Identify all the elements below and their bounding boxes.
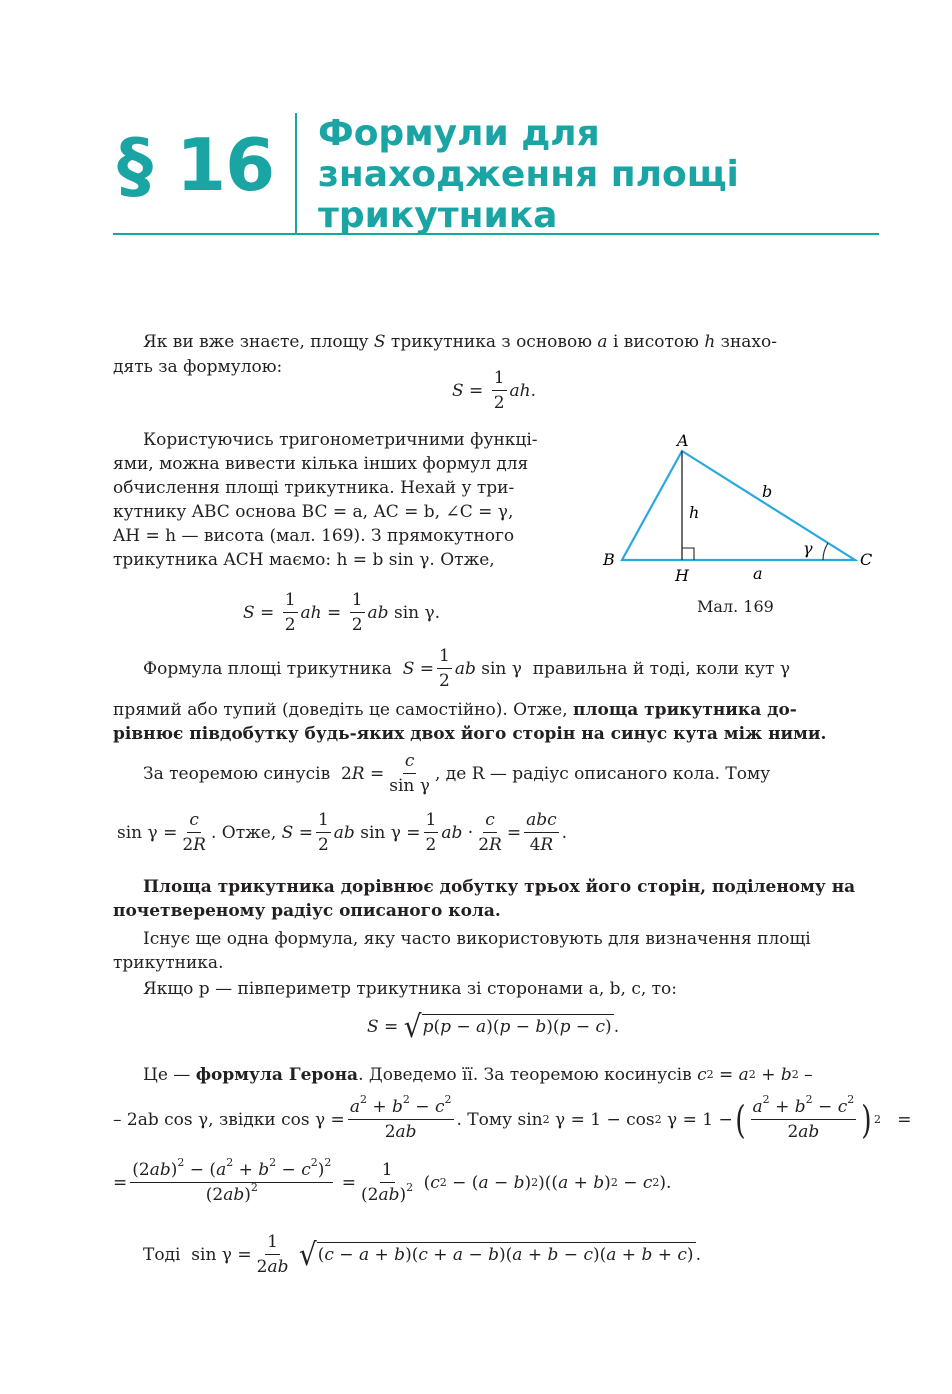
- section-title: [318, 113, 878, 236]
- p5-line-2: почетвереному радіус описаного кола.: [113, 901, 501, 921]
- text: трикутника з основою: [390, 332, 592, 352]
- header-divider-vertical: [295, 113, 297, 235]
- triangle-abc: [622, 451, 855, 560]
- paragraph-3-line-3: [113, 722, 826, 746]
- text: і висотою: [612, 332, 699, 352]
- text: Це —: [143, 1065, 191, 1085]
- figure-caption: Мал. 169: [697, 597, 774, 616]
- p2-line-2: ями, можна вивести кілька інших формул для: [113, 454, 529, 474]
- bold-text: площа трикутника до-: [573, 700, 797, 720]
- paragraph-4-line-2: sin γ = $\frac{c}{2R}$ . Отже, S = $\frac{1}{2}$ ab sin γ = $\frac{1}{2}$ ab · $\frac{c}{2R}$ = $\frac{\text{abc}}{4R}$ .: [117, 810, 568, 855]
- paragraph-8-line-1: Це — формула Герона. Доведемо її. За теоремою косинусів c 2 = a 2 + b 2 –: [143, 1065, 813, 1085]
- paragraph-8-line-3: = $\frac{(2ab)^2 - (a^2 + b^2 - c^2)^2}{(2ab)^2}$ = $\frac{1}{(2ab)^2}$ ( c 2 − ( a − b ) 2 )(( a + b ) 2 − c 2 ).: [113, 1156, 672, 1205]
- angle-gamma-arc: [823, 543, 828, 560]
- paragraph-9: Тоді sin γ = $\frac{1}{2ab}$ √ (c − a + b)(c + a − b)(a + b − c)(a + b + c) .: [143, 1232, 701, 1277]
- label-side-a: a: [753, 564, 763, 583]
- text: . Доведемо її. За теоремою косинусів: [358, 1065, 692, 1085]
- text: Формула площі трикутника: [143, 658, 392, 679]
- text: прямий або тупий (доведіть це самостійно). Отже,: [113, 700, 568, 720]
- p5-line-1: Площа трикутника дорівнює добутку трьох його сторін, поділеному на: [143, 877, 856, 897]
- p2-line-3: обчислення площі трикутника. Нехай у три-: [113, 478, 515, 498]
- triangle-figure: [595, 428, 885, 598]
- formula-area-ah-absin: S = $\frac{1}{2}$ ah = $\frac{1}{2}$ ab sin γ.: [243, 590, 441, 635]
- p2-line-5: AH = h — висота (мал. 169). З прямокутного: [113, 526, 515, 546]
- formula-area-base-height: S = $\frac{1}{2}$ ah .: [452, 368, 537, 413]
- text: За теоремою синусів: [143, 763, 331, 784]
- paragraph-1-line-1: Як ви вже знаєте, площу S трикутника з основою a і висотою h знахо-: [143, 332, 777, 352]
- bold-text: формула Герона: [195, 1065, 359, 1085]
- text: Тоді: [143, 1244, 181, 1265]
- bold-text: рівнює півдобутку будь-яких двох його сторін на синус кута між ними.: [113, 724, 827, 744]
- section-title-line-3: трикутника: [318, 195, 558, 236]
- paragraph-6: [113, 927, 879, 975]
- label-c-vertex: C: [860, 550, 873, 569]
- paragraph-4-line-1: За теоремою синусів 2 R = $\frac{c}{\text{sin γ}}$ , де R — радіус описаного кола. Тому: [143, 751, 771, 796]
- paragraph-3-line-1: Формула площі трикутника S = $\frac{1}{2}$ ab sin γ правильна й тоді, коли кут γ: [143, 646, 790, 691]
- p6-line-2: трикутника.: [113, 953, 224, 973]
- paragraph-1-line-2: дять за формулою:: [113, 357, 283, 377]
- p2-line-4: кутнику ABC основа BC = a, AC = b, ∠C = γ,: [113, 502, 514, 522]
- text: знахо-: [720, 332, 777, 352]
- paragraph-5: [113, 875, 879, 923]
- section-title-line-1: Формули для: [318, 113, 600, 154]
- section-title-line-2: знаходження площі: [318, 154, 739, 195]
- label-side-b: b: [762, 482, 773, 501]
- formula-heron: S = √ p(p − a)(p − b)(p − c) .: [367, 1008, 620, 1045]
- paragraph-2: [113, 428, 570, 572]
- text: , де R — радіус описаного кола. Тому: [434, 763, 771, 784]
- p2-line-6: трикутника ACH маємо: h = b sin γ. Отже,: [113, 550, 495, 570]
- label-gamma: γ: [803, 539, 813, 558]
- text: Як ви вже знаєте, площу: [143, 332, 369, 352]
- paragraph-3-line-2: [113, 698, 797, 722]
- label-h-vertex: H: [675, 566, 689, 585]
- paragraph-8-line-2: – 2ab cos γ, звідки cos γ = $\frac{a^2 + b^2 - c^2}{2ab}$ . Тому sin 2 γ = 1 − cos 2 γ = 1 − ( $\frac{a^2 + b^2 - c^2}{2ab}$ ) 2 =: [113, 1093, 912, 1142]
- text: Отже,: [221, 822, 277, 843]
- label-height-h: h: [689, 503, 700, 522]
- paragraph-7: Якщо p — півпериметр трикутника зі сторонами a, b, c, то:: [143, 979, 678, 999]
- section-number: § 16: [117, 123, 275, 207]
- text: – 2ab cos γ, звідки: [113, 1109, 276, 1130]
- text: . Тому: [456, 1109, 513, 1130]
- text: правильна й тоді, коли кут γ: [532, 658, 790, 679]
- label-b-vertex: B: [603, 550, 615, 569]
- p6-line-1: Існує ще одна формула, яку часто використовують для визначення площі: [143, 929, 811, 949]
- p2-line-1: Користуючись тригонометричними функці-: [143, 430, 538, 450]
- right-angle-mark: [682, 548, 694, 560]
- label-a-vertex: A: [677, 431, 689, 450]
